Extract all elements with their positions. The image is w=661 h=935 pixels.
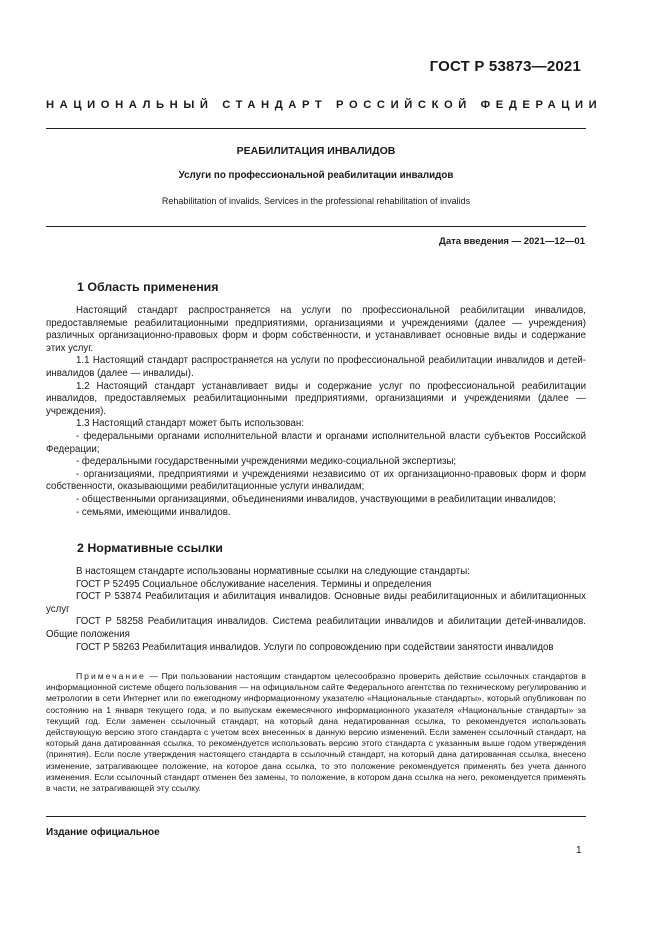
section-1-heading: 1 Область применения <box>77 280 219 294</box>
section-1-body <box>46 305 586 519</box>
section-2-heading: 2 Нормативные ссылки <box>77 541 223 555</box>
references-intro: В настоящем стандарте использованы нормативные ссылки на следующие стандарты: <box>76 566 470 577</box>
reference-item: ГОСТ Р 53874 Реабилитация и абилитация инвалидов. Основные виды реабилитационных и абилитационных услуг <box>46 591 586 615</box>
standard-title: РЕАБИЛИТАЦИЯ ИНВАЛИДОВ <box>236 145 396 157</box>
list-item: - общественными организациями, объединениями инвалидов, участвующими в реабилитации инвалидов; <box>76 493 556 505</box>
page-number: 1 <box>576 845 582 856</box>
clause-1-2: 1.2 Настоящий стандарт устанавливает виды и содержание услуг по профессиональной реабилитации инвалидов, предоставляемых реабилитационными предприятиями, организациями и учреждениями (далее — учреждения). <box>46 380 586 417</box>
clause-1-3: 1.3 Настоящий стандарт может быть использован: <box>76 418 304 430</box>
standard-subtitle: Услуги по профессиональной реабилитации инвалидов <box>178 170 454 181</box>
note-label: Примечание <box>76 671 146 681</box>
english-title: Rehabilitation of invalids. Services in the professional rehabilitation of invalids <box>161 196 471 206</box>
footer-divider <box>46 816 586 817</box>
list-item: - федеральными государственными учреждениями медико-социальной экспертизы; <box>76 456 457 468</box>
title-divider <box>46 226 586 227</box>
national-standard-heading: НАЦИОНАЛЬНЫЙ СТАНДАРТ РОССИЙСКОЙ ФЕДЕРАЦИИ <box>46 99 603 111</box>
header-divider <box>46 128 586 129</box>
document-id: ГОСТ Р 53873—2021 <box>429 58 581 75</box>
introduction-date: Дата введения — 2021—12—01 <box>439 236 585 247</box>
note-text: — При пользовании настоящим стандартом целесообразно проверить действие ссылочных стандартов в информационной системе общего пользования — на официальном сайте Федерального агентства по техническому регулированию и метрологии в сети Интернет или по ежегодному информационному указателю «Национальные стандарты», который опубликован по состоянию на 1 января текущего года, и по выпускам ежемесячного информационного указателя «Национальные стандарты» за текущий год. Если заменен ссылочный стандарт, на который дана недатированная ссылка, то рекомендуется использовать действующую версию этого стандарта с учетом всех внесенных в данную версию изменений. Если заменен ссылочный стандарт, на который дана датированная ссылка, то рекомендуется использовать версию этого стандарта с указанным выше годом утверждения (принятия). Если после утверждения настоящего стандарта в ссылочный стандарт, на который дана датированная ссылка, внесено изменение, затрагивающее положение, на которое дана ссылка, то это положение рекомендуется применять без учета данного изменения. Если ссылочный стандарт отменен без замены, то положение, в котором дана ссылка на него, рекомендуется применять в части, не затрагивающей эту ссылку. <box>46 671 586 794</box>
list-item: - федеральными органами исполнительной власти и органами исполнительной власти субъектов Российской Федерации; <box>46 430 586 455</box>
clause-1-1: 1.1 Настоящий стандарт распространяется на услуги по профессиональной реабилитации инвалидов и детей-инвалидов (далее — инвалиды). <box>46 355 586 379</box>
scope-paragraph: Настоящий стандарт распространяется на услуги по профессиональной реабилитации инвалидов, предоставляемые реабилитационными предприятиями, организациями и учреждениями (далее — учреждения) различных организационно-правовых форм и форм собственности, и устанавливает основные виды и содержание этих услуг. <box>46 305 586 354</box>
section-2-body <box>46 566 586 654</box>
list-item: - семьями, имеющими инвалидов. <box>76 506 231 518</box>
references-note <box>46 671 586 794</box>
reference-item: ГОСТ Р 58263 Реабилитация инвалидов. Услуги по сопровождению при содействии занятости инвалидов <box>76 641 554 653</box>
official-edition-label: Издание официальное <box>46 827 160 838</box>
reference-item: ГОСТ Р 58258 Реабилитация инвалидов. Система реабилитации инвалидов и абилитации детей-инвалидов. Общие положения <box>46 616 586 640</box>
reference-item: ГОСТ Р 52495 Социальное обслуживание населения. Термины и определения <box>76 578 432 590</box>
list-item: - организациями, предприятиями и учреждениями независимо от их организационно-правовых форм и форм собственности, оказывающими реабилитационные услуги инвалидам; <box>46 468 586 493</box>
